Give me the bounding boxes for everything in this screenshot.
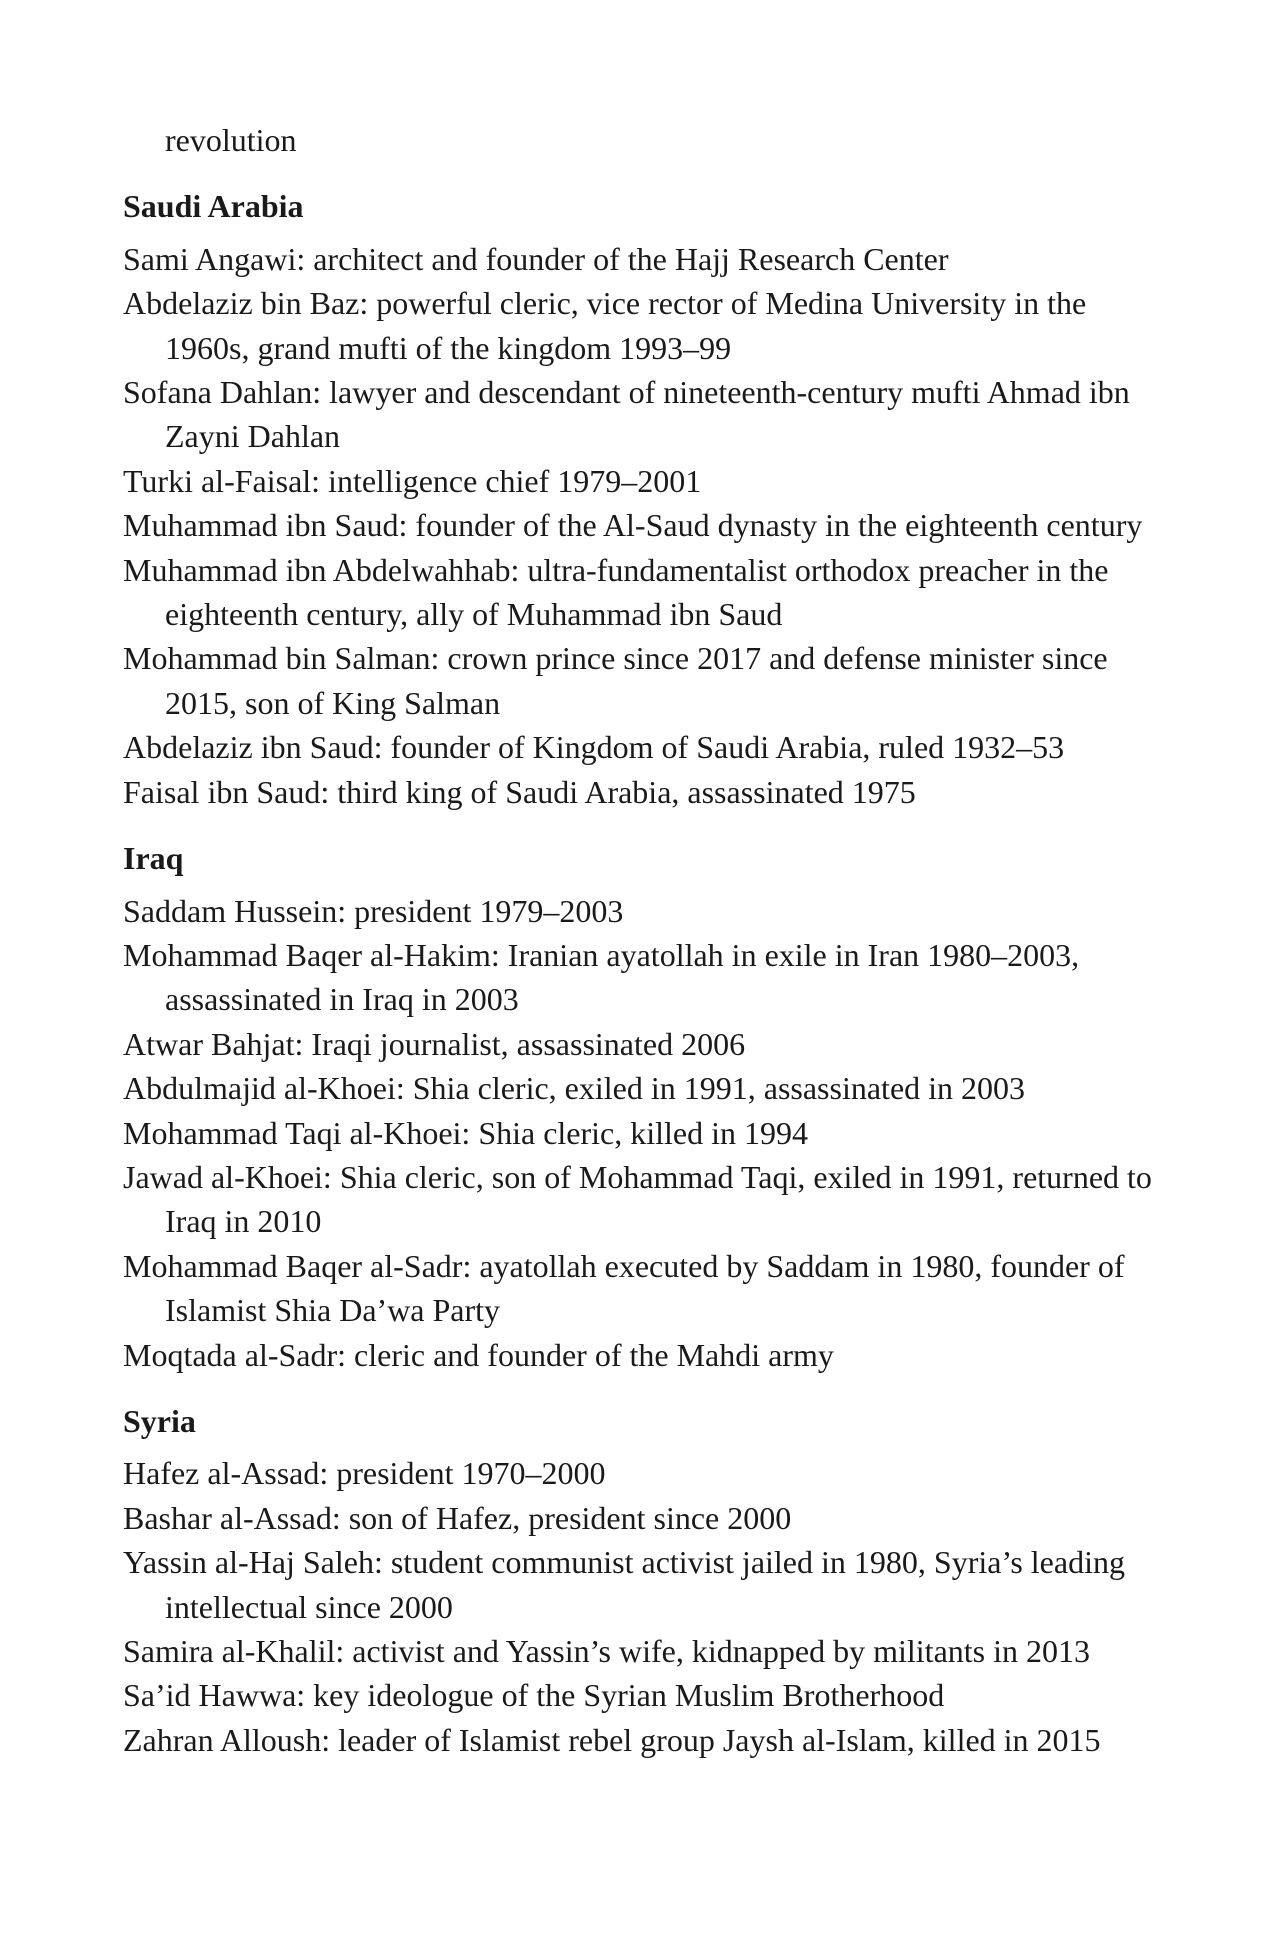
section-syria — [123, 1399, 1173, 1762]
list-item: Muhammad ibn Saud: founder of the Al-Saud dynasty in the eighteenth century — [123, 507, 1143, 544]
list-item: Turki al-Faisal: intelligence chief 1979–2001 — [123, 462, 702, 499]
list-item: Saddam Hussein: president 1979–2003 — [123, 892, 624, 929]
list-item: Moqtada al-Sadr: cleric and founder of the Mahdi army — [123, 1336, 834, 1373]
list-item: Sa’id Hawwa: key ideologue of the Syrian Muslim Brotherhood — [123, 1677, 945, 1714]
section-saudi-arabia — [123, 184, 1173, 814]
list-item: Abdelaziz ibn Saud: founder of Kingdom of Saudi Arabia, ruled 1932–53 — [123, 729, 1065, 766]
page-body — [123, 118, 1173, 1784]
list-item: Faisal ibn Saud: third king of Saudi Arabia, assassinated 1975 — [123, 773, 916, 810]
list-item: Mohammad bin Salman: crown prince since 2017 and defense minister since 2015, son of King Salman — [123, 640, 1108, 721]
list-item: Mohammad Baqer al-Sadr: ayatollah executed by Saddam in 1980, founder of Islamist Shia Da’wa Party — [123, 1247, 1125, 1329]
section-title: Syria — [123, 1402, 196, 1439]
list-item: Abdelaziz bin Baz: powerful cleric, vice rector of Medina University in the 1960s, grand mufti of the kingdom 1993–99 — [123, 285, 1087, 366]
list-item: Zahran Alloush: leader of Islamist rebel group Jaysh al-Islam, killed in 2015 — [123, 1721, 1101, 1758]
list-item: Samira al-Khalil: activist and Yassin’s wife, kidnapped by militants in 2013 — [123, 1633, 1090, 1669]
section-title: Iraq — [123, 840, 184, 877]
list-item: Muhammad ibn Abdelwahhab: ultra-fundamentalist orthodox preacher in the eighteenth century, ally of Muhammad ibn Saud — [123, 551, 1109, 633]
list-item: Abdulmajid al-Khoei: Shia cleric, exiled in 1991, assassinated in 2003 — [123, 1070, 1026, 1107]
list-item: Mohammad Taqi al-Khoei: Shia cleric, killed in 1994 — [123, 1114, 809, 1151]
section-title: Saudi Arabia — [123, 188, 304, 225]
list-item: Jawad al-Khoei: Shia cleric, son of Mohammad Taqi, exiled in 1991, returned to Iraq in 2010 — [123, 1158, 1152, 1240]
list-item: Sofana Dahlan: lawyer and descendant of nineteenth-century mufti Ahmad ibn Zayni Dahlan — [123, 374, 1130, 455]
list-item: Hafez al-Assad: president 1970–2000 — [123, 1455, 606, 1492]
list-item: Sami Angawi: architect and founder of the Hajj Research Center — [123, 240, 949, 277]
list-item: Atwar Bahjat: Iraqi journalist, assassinated 2006 — [123, 1025, 746, 1062]
list-item: Yassin al-Haj Saleh: student communist activist jailed in 1980, Syria’s leading intellectual since 2000 — [123, 1544, 1125, 1625]
continued-text: revolution — [165, 122, 297, 158]
list-item: Bashar al-Assad: son of Hafez, president since 2000 — [123, 1499, 792, 1536]
section-iraq — [123, 836, 1173, 1377]
list-item: Mohammad Baqer al-Hakim: Iranian ayatollah in exile in Iran 1980–2003, assassinated in Iraq in 2003 — [123, 936, 1080, 1018]
